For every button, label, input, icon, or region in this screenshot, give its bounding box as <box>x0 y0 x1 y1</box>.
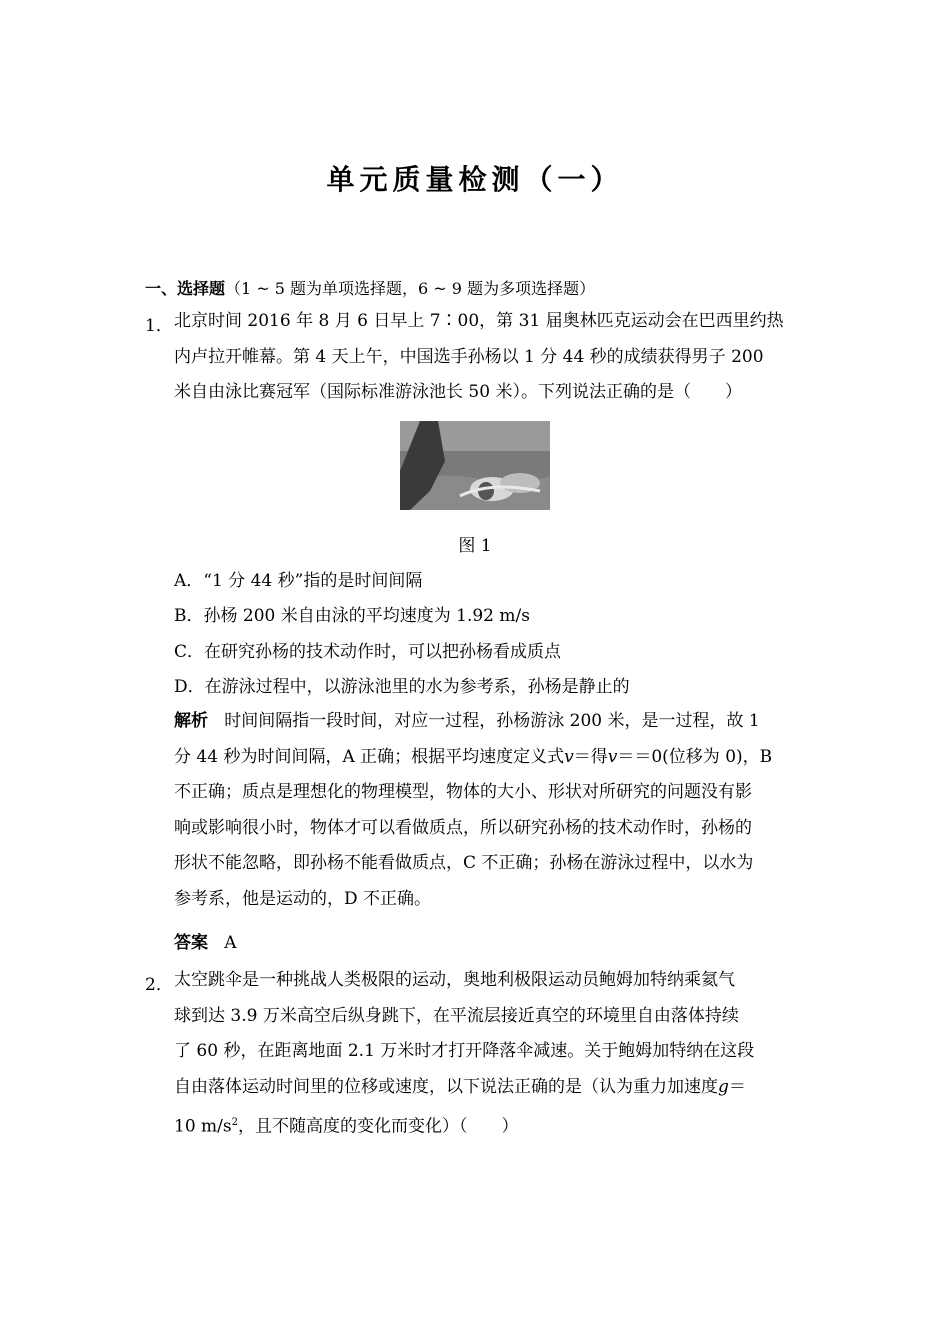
question-2-line: 10 $m/s^2$，且不随高度的变化而变化）（ ） <box>174 1116 519 1137</box>
section-heading <box>145 276 595 299</box>
question-1-line: 米自由泳比赛冠军（国际标准游泳池长 50 米）。下列说法正确的是（ ） <box>174 382 742 402</box>
page-title: 单元质量检测（一） <box>326 163 624 196</box>
analysis-line: 不正确；质点是理想化的物理模型，物体的大小、形状对所研究的问题没有影 <box>174 782 752 802</box>
answer-label: 答案 <box>174 933 208 953</box>
question-1-line: 北京时间 2016 年 8 月 6 日早上 7∶00，第 31 届奥林匹克运动会在巴西里约热 <box>174 311 784 331</box>
velocity-symbol: v <box>607 746 618 767</box>
question-1-stem <box>174 304 806 411</box>
question-2-line: 了 60 秒，在距离地面 2.1 万米时才打开降落伞减速。关于鲍姆加特纳在这段 <box>174 1041 755 1061</box>
option-a: A．“1 分 44 秒”指的是时间间隔 <box>174 571 423 591</box>
question-1-line: 内卢拉开帷幕。第 4 天上午，中国选手孙杨以 1 分 44 秒的成绩获得男子 200 <box>174 346 764 367</box>
section-heading-title: 一、选择题 <box>145 279 226 298</box>
analysis <box>174 704 806 917</box>
analysis-line-1: 解析 时间间隔指一段时间，对应一过程，孙杨游泳 200 米，是一过程，故 1 <box>174 711 760 731</box>
answer-value: A <box>224 933 237 953</box>
section-heading-note: （1 ~ 5 题为单项选择题，6 ~ 9 题为多项选择题） <box>225 279 596 298</box>
analysis-line: 形状不能忽略，即孙杨不能看做质点，C 不正确；孙杨在游泳过程中，以水为 <box>174 853 754 873</box>
swimmer-photo <box>400 421 550 510</box>
question-2-line: 自由落体运动时间里的位移或速度，以下说法正确的是（认为重力加速度g＝ <box>174 1076 746 1097</box>
question-2-stem <box>174 963 806 1145</box>
option-d: D．在游泳过程中，以游泳池里的水为参考系，孙杨是静止的 <box>174 677 630 697</box>
question-2-line: 球到达 3.9 万米高空后纵身跳下，在平流层接近真空的环境里自由落体持续 <box>174 1005 739 1026</box>
swimmer-image <box>400 421 550 510</box>
analysis-line: 参考系，他是运动的，D 不正确。 <box>174 888 432 909</box>
option-c: C．在研究孙杨的技术动作时，可以把孙杨看成质点 <box>174 642 562 662</box>
analysis-label: 解析 <box>174 711 208 731</box>
question-2-number: 2． <box>145 975 173 995</box>
option-b: B．孙杨 200 米自由泳的平均速度为 1.92 m/s <box>174 606 530 626</box>
analysis-line-2: 分 44 秒为时间间隔，A 正确；根据平均速度定义式v＝得v＝＝0(位移为 0)，B <box>174 746 773 767</box>
question-2-line: 太空跳伞是一种挑战人类极限的运动，奥地利极限运动员鲍姆加特纳乘氦气 <box>174 970 735 990</box>
velocity-symbol: v <box>564 746 574 767</box>
analysis-line: 响或影响很小时，物体才可以看做质点，所以研究孙杨的技术动作时，孙杨的 <box>174 817 752 838</box>
answer-line <box>174 928 237 953</box>
exponent: 2 <box>231 1117 238 1128</box>
question-1-number: 1． <box>145 316 173 336</box>
gravity-symbol: g <box>718 1076 729 1097</box>
figure-caption: 图 1 <box>458 536 492 556</box>
